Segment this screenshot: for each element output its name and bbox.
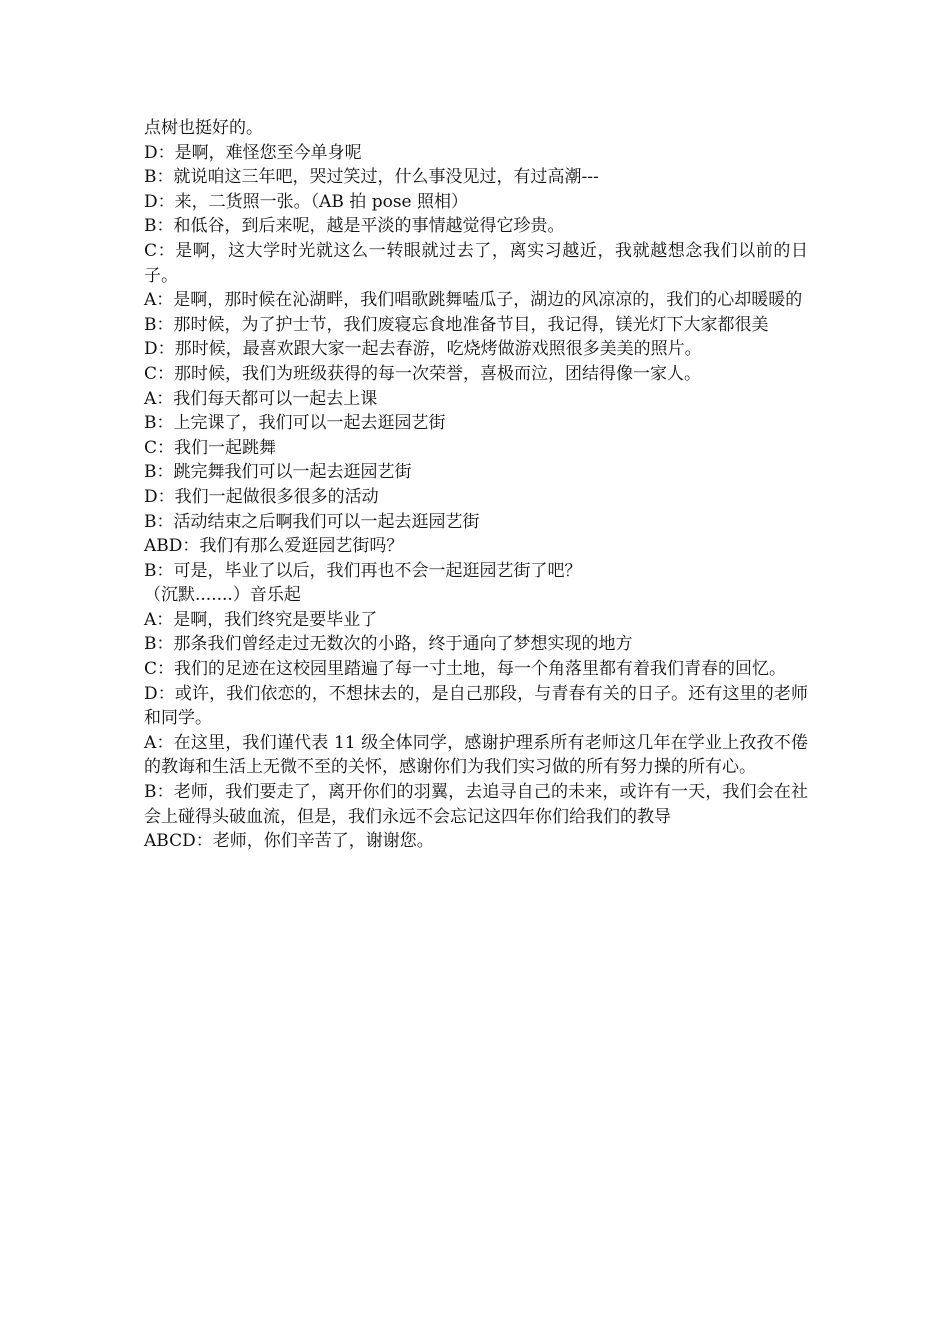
dialogue-line: A：在这里，我们谨代表 11 级全体同学，感谢护理系所有老师这几年在学业上孜孜不倦的教诲和生活上无微不至的关怀，感谢你们为我们实习做的所有努力操的所有心。 xyxy=(144,732,808,778)
dialogue-line: A：我们每天都可以一起去上课 xyxy=(144,388,378,409)
dialogue-line: ABCD：老师，你们辛苦了，谢谢您。 xyxy=(144,831,434,852)
dialogue-line: B：可是，毕业了以后，我们再也不会一起逛园艺街了吧？ xyxy=(144,560,582,581)
dialogue-line: B：活动结束之后啊我们可以一起去逛园艺街 xyxy=(144,511,480,532)
dialogue-line: D：是啊，难怪您至今单身呢 xyxy=(144,142,362,163)
dialogue-line: A：是啊，那时候在沁湖畔，我们唱歌跳舞嗑瓜子，湖边的风凉凉的，我们的心却暖暖的 xyxy=(144,290,803,311)
dialogue-line: B：跳完舞我们可以一起去逛园艺街 xyxy=(144,462,412,483)
dialogue-line: D：或许，我们依恋的，不想抹去的，是自己那段，与青春有关的日子。还有这里的老师和同学。 xyxy=(144,683,808,729)
dialogue-line: B：和低谷，到后来呢，越是平淡的事情越觉得它珍贵。 xyxy=(144,216,565,237)
dialogue-line: 点树也挺好的。 xyxy=(144,118,263,138)
dialogue-line: B：那条我们曾经走过无数次的小路，终于通向了梦想实现的地方 xyxy=(144,634,633,655)
dialogue-line: C：那时候，我们为班级获得的每一次荣誉，喜极而泣，团结得像一家人。 xyxy=(144,363,702,384)
dialogue-line: B：那时候，为了护士节，我们废寝忘食地准备节目，我记得，镁光灯下大家都很美 xyxy=(144,314,769,335)
dialogue-line: B：老师，我们要走了，离开你们的羽翼，去追寻自己的未来，或许有一天，我们会在社会上碰得头破血流，但是，我们永远不会忘记这四年你们给我们的教导 xyxy=(144,782,808,827)
dialogue-line: C：我们一起跳舞 xyxy=(144,437,277,458)
dialogue-line: B：上完课了，我们可以一起去逛园艺街 xyxy=(144,413,446,434)
dialogue-line: C：是啊，这大学时光就这么一转眼就过去了，离实习越近，我就越想念我们以前的日子。 xyxy=(144,240,808,286)
dialogue-line: A：是啊，我们终究是要毕业了 xyxy=(144,609,378,630)
dialogue-line: D：来，二货照一张。（AB 拍 pose 照相） xyxy=(144,191,469,212)
dialogue-line: C：我们的足迹在这校园里踏遍了每一寸土地，每一个角落里都有着我们青春的回忆。 xyxy=(144,659,787,680)
dialogue-line: B：就说咱这三年吧，哭过笑过，什么事没见过，有过高潮--- xyxy=(144,167,599,188)
stage-direction: （沉默.......）音乐起 xyxy=(144,585,301,606)
dialogue-line: ABD：我们有那么爱逛园艺街吗？ xyxy=(144,536,404,557)
script-text xyxy=(144,116,808,854)
dialogue-line: D：我们一起做很多很多的活动 xyxy=(144,486,379,507)
dialogue-line: D：那时候，最喜欢跟大家一起去春游，吃烧烤做游戏照很多美美的照片。 xyxy=(144,339,702,360)
